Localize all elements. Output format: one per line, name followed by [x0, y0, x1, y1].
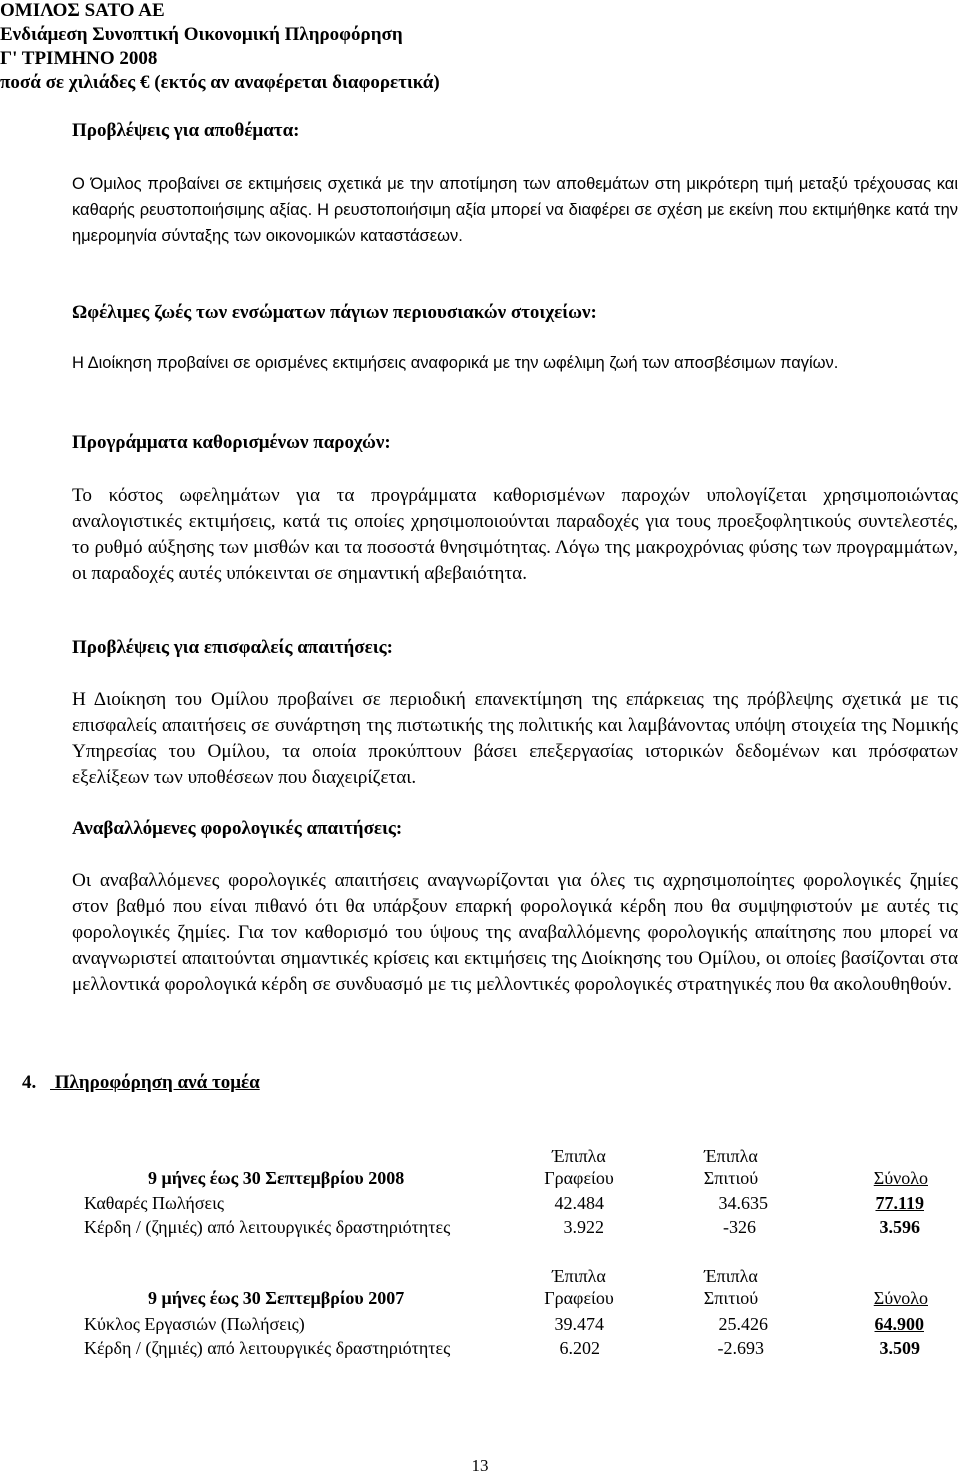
col-header-total: Σύνολο — [873, 1168, 928, 1188]
paragraph-defined-benefit-plans: Το κόστος ωφελημάτων για τα προγράμματα καθορισμένων παροχών υπολογίζεται χρησιμοποιώντας αναλογιστικές εκτιμήσεις, κατά τις οποίες χρησιμοποιούνται παραδοχές για τους προεξοφλητικούς συντελεστές, το ρυθμό αύξησης των μισθών και τα ποσοστά θνησιμότητας. Λόγω της μακροχρόνιας φύσης των προγραμμάτων, οι παραδοχές αυτές υπόκεινται σε σημαντική αβεβαιότητα. — [72, 485, 958, 584]
row-label: Καθαρές Πωλήσεις — [84, 1193, 225, 1213]
report-period: Γ' ΤΡΙΜΗΝΟ 2008 — [0, 48, 158, 69]
paragraph-doubtful-receivables: Η Διοίκηση του Ομίλου προβαίνει σε περιοδική επανεκτίμηση της επάρκειας της πρόβλεψης σχετικά με τις επισφαλείς απαιτήσεις σε συνάρτηση της πιστωτικής της πολιτικής και λαμβάνοντας υπόψη στοιχεία της Νομικής Υπηρεσίας του Ομίλου, τα οποία προκύπτουν βάσει επεξεργασίας ιστορικών δεδομένων και πρόσφατων εξελίξεων των υποθέσεων που διαχειρίζεται. — [72, 689, 958, 788]
row-label: Κέρδη / (ζημιές) από λειτουργικές δραστηριότητες — [84, 1338, 451, 1358]
col-header-total: Σύνολο — [873, 1288, 928, 1308]
row-label: Κέρδη / (ζημιές) από λειτουργικές δραστηριότητες — [84, 1217, 451, 1237]
value-total: 3.596 — [879, 1217, 920, 1237]
section-number: 4. — [22, 1072, 37, 1093]
heading-useful-lives: Ωφέλιμες ζωές των ενσώματων πάγιων περιουσιακών στοιχείων: — [72, 302, 597, 323]
page-number: 13 — [471, 1456, 489, 1475]
col-header-office-furniture-line2: Γραφείου — [544, 1288, 614, 1308]
units-note: ποσά σε χιλιάδες € (εκτός αν αναφέρεται διαφορετικά) — [0, 72, 440, 93]
col-header-office-furniture-line2: Γραφείου — [544, 1168, 614, 1188]
value-total: 77.119 — [875, 1193, 924, 1213]
value-home-furniture: 25.426 — [718, 1314, 768, 1334]
paragraph-deferred-tax-assets: Οι αναβαλλόμενες φορολογικές απαιτήσεις αναγνωρίζονται για όλες τις αχρησιμοποίητες φορολογικές ζημίες στον βαθμό που είναι πιθανό ότι θα υπάρξουν επαρκή φορολογικά κέρδη που θα συμψηφιστούν με αυτές τις φορολογικές ζημίες. Για τον καθορισμό του ύψους της αναβαλλόμενης φορολογικής απαίτησης που μπορεί να αναγνωριστεί απαιτούνται σημαντικές κρίσεις και εκτιμήσεις της Διοίκησης του Ομίλου, οι οποίες βασίζονται στα μελλοντικά φορολογικά κέρδη σε συνδυασμό με τις μελλοντικές φορολογικές στρατηγικές που θα ακολουθηθούν. — [72, 870, 958, 995]
section-title-segment-info: Πληροφόρηση ανά τομέα — [50, 1072, 260, 1093]
paragraph-useful-lives: Η Διοίκηση προβαίνει σε ορισμένες εκτιμήσεις αναφορικά με την ωφέλιμη ζωή των αποσβέσιμων παγίων. — [72, 354, 839, 372]
paragraph-inventory-provisions: Ο Όμιλος προβαίνει σε εκτιμήσεις σχετικά με την αποτίμηση των αποθεμάτων στη μικρότερη τιμή μεταξύ τρέχουσας και καθαρής ρευστοποιήσιμης αξίας. Η ρευστοποιήσιμη αξία μπορεί να διαφέρει σε σχέση με εκείνη που εκτιμήθηκε κατά την ημερομηνία σύνταξης των οικονομικών καταστάσεων. — [72, 175, 958, 245]
col-header-home-furniture-line2: Σπιτιού — [703, 1168, 759, 1188]
value-office-furniture: 42.484 — [554, 1193, 604, 1213]
value-office-furniture: 39.474 — [554, 1314, 604, 1334]
col-header-home-furniture-line2: Σπιτιού — [703, 1288, 759, 1308]
heading-doubtful-receivables: Προβλέψεις για επισφαλείς απαιτήσεις: — [72, 637, 393, 658]
value-total: 64.900 — [874, 1314, 924, 1334]
company-name: ΟΜΙΛΟΣ SATO AE — [0, 0, 165, 21]
report-title: Ενδιάμεση Συνοπτική Οικονομική Πληροφόρηση — [0, 24, 403, 45]
row-label: Κύκλος Εργασιών (Πωλήσεις) — [84, 1314, 305, 1334]
heading-defined-benefit-plans: Προγράμματα καθορισμένων παροχών: — [72, 432, 391, 453]
col-header-home-furniture-line1: Έπιπλα — [704, 1266, 758, 1286]
col-header-office-furniture-line1: Έπιπλα — [552, 1266, 606, 1286]
col-header-home-furniture-line1: Έπιπλα — [704, 1146, 758, 1166]
period-label: 9 μήνες έως 30 Σεπτεμβρίου 2008 — [148, 1168, 405, 1188]
value-office-furniture: 6.202 — [559, 1338, 600, 1358]
col-header-office-furniture-line1: Έπιπλα — [552, 1146, 606, 1166]
value-home-furniture: 34.635 — [718, 1193, 768, 1213]
period-label: 9 μήνες έως 30 Σεπτεμβρίου 2007 — [148, 1288, 405, 1308]
value-office-furniture: 3.922 — [563, 1217, 604, 1237]
heading-deferred-tax-assets: Αναβαλλόμενες φορολογικές απαιτήσεις: — [72, 818, 403, 839]
value-home-furniture: -2.693 — [717, 1338, 764, 1358]
heading-inventory-provisions: Προβλέψεις για αποθέματα: — [72, 120, 300, 141]
value-home-furniture: -326 — [723, 1217, 756, 1237]
value-total: 3.509 — [879, 1338, 920, 1358]
